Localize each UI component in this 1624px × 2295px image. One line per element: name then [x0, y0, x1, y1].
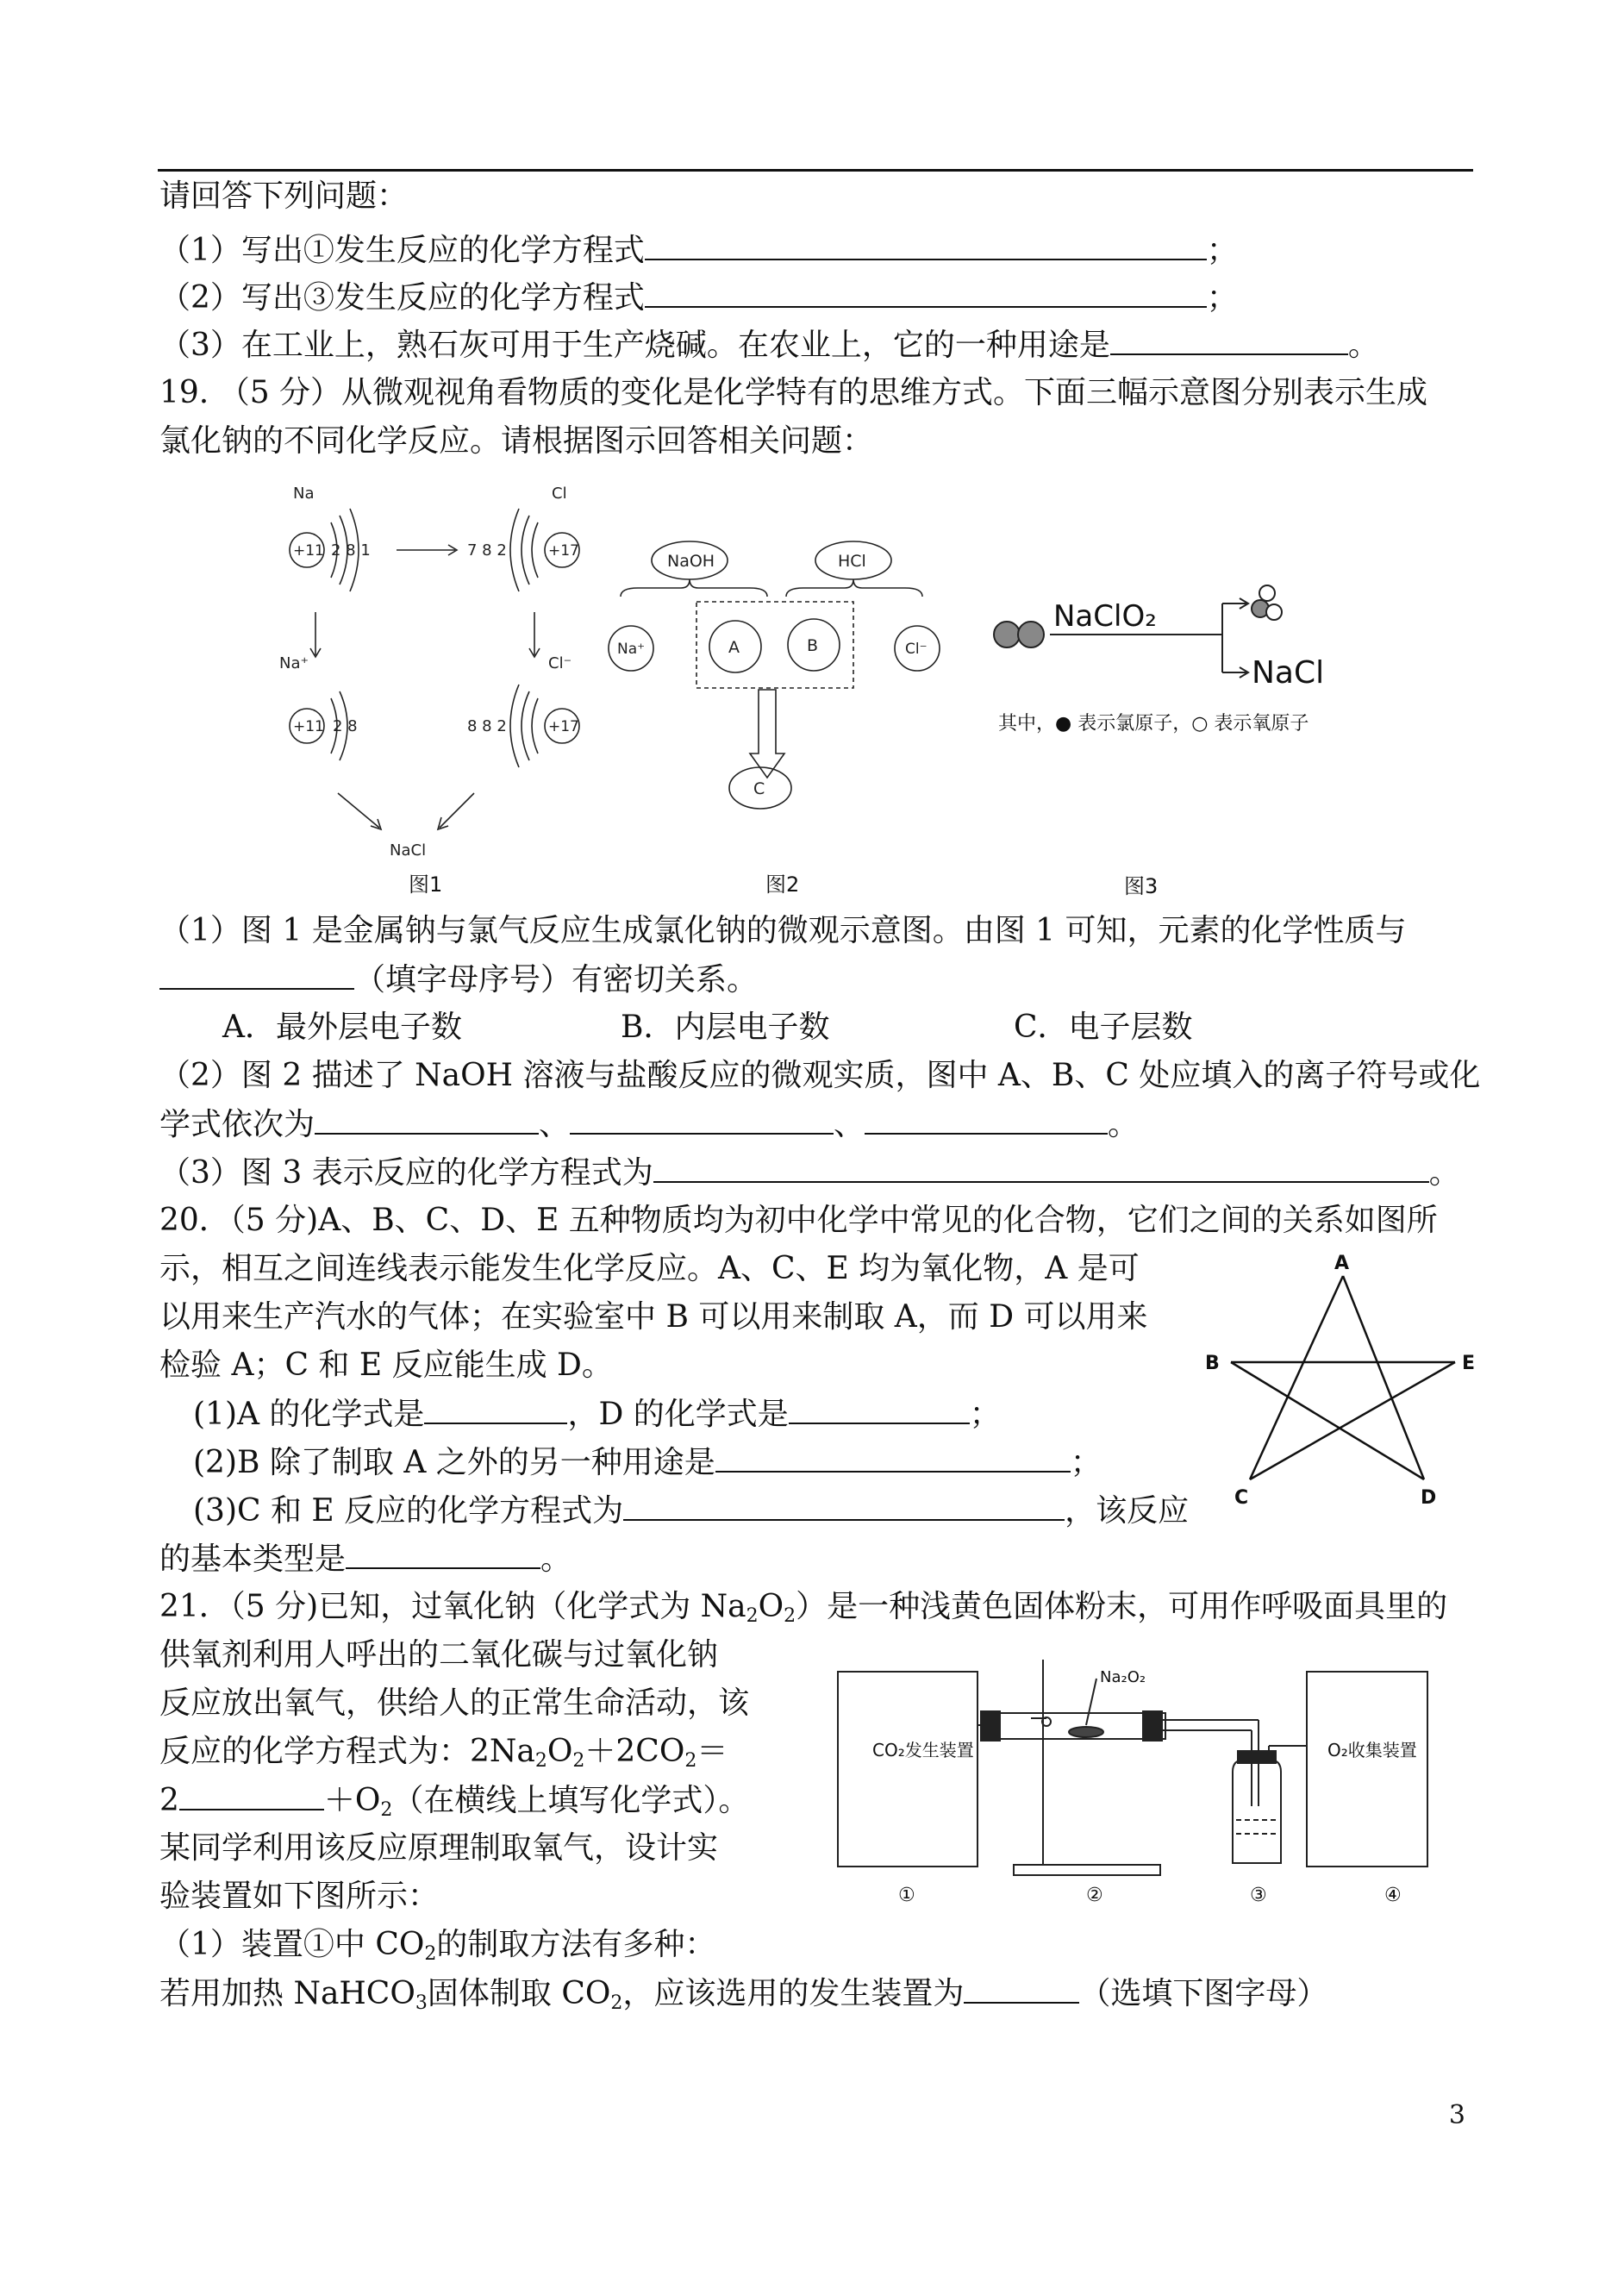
figure-1-diagram: [276, 474, 621, 862]
q21-line4-a: 反应的化学方程式为：2Na: [159, 1734, 535, 1769]
q20-part1-b: ，D 的化学式是: [567, 1397, 789, 1432]
fig1-product: NaCl: [390, 841, 427, 860]
fig1-cl-label: Cl: [552, 485, 567, 503]
intro-text: 请回答下列问题：: [159, 178, 409, 214]
q19-sep-1: 、: [539, 1107, 571, 1142]
fig1-na-ion-nucleus: +11: [293, 718, 324, 735]
sub-c: 2: [684, 1750, 697, 1772]
sub-co2b: 2: [610, 1992, 623, 2014]
q18-part2-blank[interactable]: [645, 273, 1207, 308]
q20-stem-3: 以用来生产汽水的气体；在实验室中 B 可以用来制取 A，而 D 可以用来: [159, 1299, 1148, 1335]
q20-part1-end: ；: [969, 1397, 1001, 1432]
q21-stem-1b: ）是一种浅黄色固体粉末，可用作呼吸面具里的: [796, 1589, 1448, 1624]
q21-line3: 反应放出氧气，供给人的正常生命活动，该: [159, 1685, 750, 1721]
q20-stem-1: 20．（5 分)A、B、C、D、E 五种物质均为初中化学中常见的化合物，它们之间的关系如图所: [159, 1203, 1438, 1238]
q20-part3-line2-text: 的基本类型是: [159, 1541, 347, 1577]
fig2-b: B: [807, 636, 819, 655]
q19-part1-line2: [159, 955, 758, 1004]
q21-formula-blank[interactable]: [179, 1776, 324, 1810]
fig3-product: NaCl: [1252, 655, 1325, 691]
q18-part3: [159, 321, 1379, 370]
apparatus-co2-gen: CO₂发生装置: [872, 1740, 974, 1760]
fig1-na-shells: 2 8 1: [331, 541, 371, 560]
apparatus-num-3: ③: [1250, 1885, 1267, 1906]
q21-stem-1: 21．（5 分)已知，过氧化钠（化学式为 $Na_2O_2$）是一种浅黄色固体粉末，可用作呼吸面具里的: [159, 1589, 1448, 1627]
q18-part1-blank[interactable]: [645, 226, 1207, 260]
q18-part2-text: （2）写出③发生反应的化学方程式: [159, 280, 645, 316]
q21-p1l2-b: 固体制取 CO: [427, 1976, 611, 2011]
q20-type-blank[interactable]: [346, 1535, 540, 1569]
q20-part3: [193, 1486, 1189, 1535]
q21-device-blank[interactable]: [964, 1969, 1079, 2004]
q21-p1l2-d: （选填下图字母）: [1079, 1976, 1328, 2011]
q21-line4-b: ＋2CO: [584, 1734, 685, 1769]
q19-part3-blank[interactable]: [653, 1148, 1429, 1183]
fig3-caption: 图3: [1124, 874, 1159, 898]
q21-line4-c: ＝: [696, 1734, 728, 1769]
fig3-reagent: NaClO₂: [1053, 599, 1157, 634]
q21-line2: 供氧剂利用人呼出的二氧化碳与过氧化钠: [159, 1637, 719, 1673]
fig1-cl-shells: 7 8 2: [467, 541, 507, 560]
q20-part3-blank[interactable]: [623, 1486, 1065, 1521]
fig2-cl-ion: Cl⁻: [905, 641, 928, 658]
q19-part2-blank-c[interactable]: [865, 1100, 1108, 1135]
q19-part1-line1: （1）图 1 是金属钠与氯气反应生成氯化钠的微观示意图。由图 1 可知，元素的化学性质与: [159, 913, 1407, 948]
sub-co2: 2: [424, 1943, 437, 1965]
q21-line6: 某同学利用该反应原理制取氧气，设计实: [159, 1830, 719, 1866]
q20-blank-d[interactable]: [789, 1390, 970, 1424]
q19-sep-2: 、: [834, 1107, 865, 1142]
fig1-cl-ion-shells: 8 8 2: [467, 717, 507, 735]
q21-apparatus-diagram: [828, 1642, 1448, 1910]
sub-b: 2: [572, 1750, 585, 1772]
q19-part2-blank-a[interactable]: [315, 1100, 539, 1135]
star-label-e: E: [1462, 1353, 1476, 1374]
fig1-caption: 图1: [409, 872, 443, 897]
q21-part1-a: （1）装置①中 CO: [159, 1927, 425, 1962]
apparatus-o2-collect: O₂收集装置: [1327, 1740, 1417, 1760]
figure-2-diagram: [595, 528, 957, 812]
fig2-na-ion: Na⁺: [617, 641, 646, 658]
q18-part3-blank[interactable]: [1110, 321, 1348, 355]
q20-star-diagram: [1198, 1250, 1491, 1517]
fig1-cl-nucleus: +17: [548, 542, 579, 560]
q19-part2-head: 学式依次为: [159, 1107, 315, 1142]
q20-part1: [193, 1390, 1001, 1439]
q19-option-b: B．内层电子数: [621, 1010, 830, 1045]
fig2-a: A: [728, 638, 740, 657]
q19-stem-1: 19. （5 分）从微观视角看物质的变化是化学特有的思维方式。下面三幅示意图分别表示生成: [159, 375, 1428, 410]
q19-part2-blank-b[interactable]: [570, 1100, 834, 1135]
q20-stem-2: 示，相互之间连线表示能发生化学反应。A、C、E 均为氧化物，A 是可: [159, 1251, 1140, 1286]
q19-part3-text: （3）图 3 表示反应的化学方程式为: [159, 1155, 653, 1191]
sub-2: 2: [746, 1605, 759, 1627]
q18-part1-text: （1）写出①发生反应的化学方程式: [159, 233, 645, 268]
q18-part2-end: ；: [1206, 280, 1238, 316]
q20-part3-b: ，该反应: [1065, 1493, 1190, 1529]
q21-p1l2-c: ，应该选用的发生装置为: [622, 1976, 965, 2011]
star-label-a: A: [1334, 1253, 1350, 1274]
sub-o2: 2: [380, 1799, 393, 1821]
fig1-na-ion-shells: 2 8: [333, 717, 358, 735]
figure-3-diagram: [991, 578, 1353, 750]
q19-part2-line2: [159, 1100, 1139, 1149]
q18-part1-end: ；: [1206, 233, 1238, 268]
header-rule: [158, 169, 1473, 172]
q21-part1-b: 的制取方法有多种：: [436, 1927, 716, 1962]
q20-part2-end: ；: [1070, 1445, 1102, 1480]
q20-part2: [193, 1438, 1102, 1487]
fig2-naoh: NaOH: [667, 552, 715, 571]
fig2-c: C: [753, 779, 765, 798]
apparatus-na2o2: Na₂O₂: [1100, 1668, 1146, 1686]
apparatus-num-4: ④: [1384, 1885, 1402, 1906]
fig1-na-ion-label: Na⁺: [279, 654, 309, 672]
apparatus-num-2: ②: [1086, 1885, 1103, 1906]
sub-a: 2: [534, 1750, 547, 1772]
q20-part3-line2: [159, 1535, 572, 1584]
fig2-caption: 图2: [765, 872, 800, 897]
fig1-na-label: Na: [293, 485, 315, 503]
q19-option-a: A．最外层电子数: [222, 1010, 462, 1045]
fig2-hcl: HCl: [838, 552, 866, 571]
apparatus-num-1: ①: [898, 1885, 915, 1906]
q20-part3-a: (3)C 和 E 反应的化学方程式为: [193, 1493, 624, 1529]
q20-end: 。: [540, 1541, 572, 1577]
q18-part2: [159, 273, 1238, 322]
q21-line5-tail: （在横线上填写化学式）。: [392, 1783, 750, 1818]
page-number: 3: [1448, 2100, 1465, 2130]
q18-part3-text: （3）在工业上，熟石灰可用于生产烧碱。在农业上，它的一种用途是: [159, 328, 1110, 363]
q19-part2-line1: （2）图 2 描述了 NaOH 溶液与盐酸反应的微观实质，图中 A、B、C 处应填入的离子符号或化: [159, 1058, 1481, 1093]
q21-line4: 反应的化学方程式为：$2Na_2O_2+2CO_2=$: [159, 1734, 728, 1772]
q20-blank-a[interactable]: [424, 1390, 567, 1424]
q21-stem-1a: 21．（5 分)已知，过氧化钠（化学式为 Na: [159, 1589, 746, 1624]
q21-line5-head: 2: [159, 1783, 179, 1818]
sub-2b: 2: [784, 1605, 796, 1627]
q21-line5: $2 +O_2$（在横线上填写化学式）。: [159, 1776, 749, 1835]
q18-part1: [159, 226, 1238, 275]
fig1-cl-ion-nucleus: +17: [548, 718, 579, 735]
q21-line7: 验装置如下图所示：: [159, 1879, 440, 1914]
q19-part1-tail: （填字母序号）有密切关系。: [354, 962, 759, 997]
sub-nahco3: 3: [415, 1992, 428, 2014]
star-label-d: D: [1421, 1487, 1437, 1509]
fig3-legend: 其中，● 表示氯原子，○ 表示氧原子: [998, 713, 1309, 735]
fig1-cl-ion-label: Cl⁻: [548, 654, 572, 672]
q20-part1-a: (1)A 的化学式是: [193, 1397, 425, 1432]
q18-part3-end: 。: [1347, 328, 1379, 363]
star-label-c: C: [1234, 1487, 1249, 1509]
q19-part1-blank[interactable]: [159, 955, 354, 990]
q20-part2-blank[interactable]: [715, 1438, 1071, 1473]
q19-part2-end: 。: [1108, 1107, 1140, 1142]
q19-stem-2: 氯化钠的不同化学反应。请根据图示回答相关问题：: [159, 423, 874, 459]
q20-stem-4: 检验 A；C 和 E 反应能生成 D。: [159, 1348, 613, 1383]
q19-option-c: C．电子层数: [1014, 1010, 1193, 1045]
q21-part1-line2: [159, 1969, 1327, 2028]
fig1-na-nucleus: +11: [293, 542, 324, 560]
q21-p1l2-a: 若用加热 NaHCO: [159, 1976, 415, 2011]
q19-part3-end: 。: [1428, 1155, 1460, 1191]
q20-part2-text: (2)B 除了制取 A 之外的另一种用途是: [193, 1445, 715, 1480]
q19-part3: [159, 1148, 1460, 1198]
star-label-b: B: [1205, 1353, 1220, 1374]
